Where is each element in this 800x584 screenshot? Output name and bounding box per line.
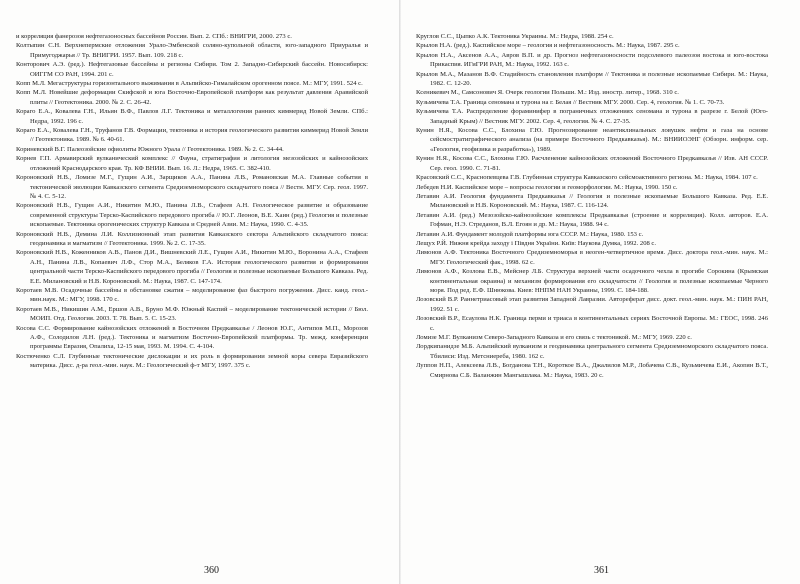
bibliography-entry: Косова С.С. Формирование кайнозойских отложений в Восточном Предкавказье / Леонов Ю.Г., Антипов М.П., Морозов А.Ф., Солодилов Л.Н. (ред.). Тектоника и магматизм Восточно-Европейской платформы. Тр. межд. конференции программы Евразия, Опалиха, 12-15 мая, 1993. М. 1994. С. 4-104.	[16, 324, 368, 351]
bibliography-entry: Копп М.Л. Новейшие деформации Скифской и юга Восточно-Европейской платформ как результат давления Аравийской плиты // Геотектоника. 2000. № 2. С. 26-42.	[16, 89, 368, 106]
bibliography-entry: Коротаев М.В., Никишин А.М., Ершов А.В., Бруно М.Ф. Южный Каспий – моделирование тектонической истории // Бюл. МОИП. Отд. Геология. 2003. Т. 78. Вып. 5. С. 15-23.	[16, 305, 368, 323]
bibliography-entry: Короновский Н.В., Коженников А.В., Панов Д.И., Вишневский Л.Е., Гущин А.И., Никитин М.Ю., Воронина А.А., Стафеев А.Н., Панина Л.В., Копаевич Л.Ф., Стор М.А., Беляков Г.А. История геологического развития и формирования центральной части Терско-Каспийского передового прогиба // Геология и полезные ископаемые Большого Кавказа. Ред. Е.Е. Милановский и Н.В. Короновский. М.: Наука, 1987. С. 147-174.	[16, 249, 368, 285]
bibliography-entry: Кориневский В.Г. Палеозойские офиолиты Южного Урала // Геотектоника. 1989. № 2. С. 34-44.	[16, 145, 284, 153]
bibliography-entry: Крылов Н.А., Аксенов А.А., Авров В.П. и др. Прогноз нефтегазоносности подсолевого палеозоя востока и юго-востока Прикаспия. ИГиГРИ РАН, М.: Наука, 1992. 163 с.	[416, 51, 768, 69]
bibliography-entry: Короновский Н.В., Демина Л.И. Коллизионный этап развития Кавказского сектора Альпийского складчатого пояса: геодинамика и магматизм // Геотектоника. 1999. № 2. С. 17-35.	[16, 230, 368, 247]
bibliography-entry: Лебедев Н.И. Каспийское море – вопросы геологии и геоморфологии. М.: Наука, 1990. 150 с.	[416, 183, 678, 191]
bibliography-entry: Копп М.Л. Мегаструктуры горизонтального выжимания в Альпийско-Гималайском орогенном поясе. М.: МГУ, 1991. 524 с.	[16, 80, 363, 88]
right-page	[416, 32, 768, 552]
bibliography-entry: Конторович А.Э. (ред.). Нефтегазовые бассейны и регионы Сибири. Том 2. Западно-Сибирский бассейн. Новосибирск: ОИГГМ СО РАН, 1994. 201 с.	[16, 61, 368, 78]
bibliography-entry: Красовский С.С., Краснопевцева Г.В. Глубинная структура Кавказского сейсмоактивного региона. М.: Наука, 1984. 107 с.	[416, 174, 758, 182]
bibliography-entry: Короновский Н.В., Гущин А.И., Никитин М.Ю., Панина Л.В., Стафеев А.Н. Геологическое развитие и образование современной структуры Терско-Каспийского передового прогиба // Ю.Г. Леонов, В.Е. Хаин (ред.) Геология и полезные ископаемые. Тектоника орогенических структур Кавказа и Средней Азии. М.: Наука, 1990. С. 4-35.	[16, 202, 368, 229]
bibliography-entry: Летавин А.И. Геология фундамента Предкавказья // Геология и полезные ископаемые Большого Кавказа. Ред. Е.Е. Милановский и Н.В. Короновский. М.: Наука, 1987. С. 116-124.	[416, 192, 768, 210]
right-page-number: 361	[594, 565, 609, 576]
bibliography-entry: Круглов С.С., Цыпко А.К. Тектоника Украины. М.: Недра, 1988. 254 с.	[416, 33, 614, 40]
bibliography-entry: Кунин Н.Я., Косова С.С., Блохина Г.Ю. Расчленение кайнозойских отложений Восточного Предкавказья // Изв. АН СССР. Сер. геол. 1990. С. 71-81.	[416, 155, 768, 172]
bibliography-entry: Кузьмичева Т.А. Распределение фораминифер в пограничных отложениях сеномана и турона в разрезе г. Белой (Юго-Западный Крым) // Вестник МГУ. 2002. Сер. 4, геология. № 4. С. 27-35.	[416, 108, 768, 125]
bibliography-entry: и корреляция фанерозоя нефтегазоносных бассейнов России. Вып. 2. СПб.: ВНИГРИ, 2000. 273 с.	[16, 33, 292, 40]
bibliography-entry: Кунин Н.Я., Косова С.С., Блохина Г.Ю. Прогнозирование неантиклинальных ловушек нефти и газа на основе сейсмостратиграфического анализа (на примере Восточного Предкавказья). М.: ВНИИОЭНГ (Обзорн. информ. сер. «Геология, геофизика и разработка»), 1989.	[416, 127, 768, 153]
bibliography-entry: Колтыпин С.Н. Верхнепермские отложения Урало-Эмбенской соляно-купольной области, юго-западного Приуралья и Примугоджарья // Тр. ВНИГРИ. 1957. Вып. 109. 218 с.	[16, 42, 368, 59]
bibliography-entry: Лимонов А.Ф. Тектоника Восточного Средиземноморья в неоген-четвертичное время. Дисс. доктора геол.-мин. наук. М.: МГУ. Геологический фак., 1998. 62 с.	[416, 249, 768, 266]
left-page-number: 360	[204, 565, 219, 576]
bibliography-entry: Кораго Е.А., Ковалева Г.Н., Труфанов Г.В. Формации, тектоника и история геологического развития киммерид Новой Земли // Геотектоника. 1989. № 6. 40-61.	[16, 127, 368, 144]
bibliography-entry: Лимонов А.Ф., Козлова Е.В., Мейснер Л.Б. Структура верхней части осадочного чехла в прогибе Сорокина (Крымская континентальная окраина) и механизм формирования его складчатости // Геология и полезные ископаемые Черного моря. Под ред. Е.Ф. Шнюкова. Киев: ННПМ НАН Украины, 1999. С. 184-188.	[416, 268, 768, 294]
bibliography-entry: Коротаев М.В. Осадочные бассейны в обстановке сжатия – моделирование фаз быстрого погружения. Дисс. канд. геол.-мин.наук. М.: МГУ, 1998. 170 с.	[16, 286, 368, 304]
bibliography-entry: Корнев Г.П. Армавирский вулканический комплекс // Фауна, стратиграфия и литология мезозойских и кайнозойских отложений Краснодарского края. Тр. КФ ВНИИ. Вып. 16. Л.: Недра, 1965. С. 382-410.	[16, 155, 368, 172]
bibliography-entry: Лозовский В.Р., Есаулова Н.К. Граница перми и триаса в континентальных сериях Восточной Европы. М.: ГЕОС, 1998. 246 с.	[416, 315, 768, 332]
bibliography-entry: Летавин А.И. (ред.) Мезозойско-кайнозойские комплексы Предкавказья (строение и корреляция). Колл. авторов. Е.А. Гофман, Н.Э. Стреданов, В.Л. Егоян и др. М.: Наука, 1988. 94 с.	[416, 211, 768, 229]
bibliography-entry: Крылов М.А., Мазанов В.Ф. Стадийность становления платформ // Тектоника и полезные ископаемые Сибири. М.: Наука, 1982. С. 12-20.	[416, 70, 768, 88]
bibliography-entry: Ксеникевич М., Самсонович Я. Очерк геологии Польши. М.: Изд. иностр. литер., 1968. 310 с.	[416, 89, 679, 97]
book-gutter	[399, 0, 401, 584]
bibliography-entry: Ломизе М.Г. Вулканизм Северо-Западного Кавказа и его связь с тектоникой. М.: МГУ, 1969. 220 с.	[416, 334, 692, 341]
left-page	[16, 32, 368, 552]
bibliography-entry: Крылов Н.А. (ред.). Каспийское море – геология и нефтегазоносность. М.: Наука, 1987. 295 с.	[416, 42, 680, 50]
bibliography-entry: Кораго Е.А., Ковалева Г.Н., Ильин В.Ф., Павлов Л.Г. Тектоника и металлогения ранних киммерид Новой Земли. СПб.: Недра, 1992. 196 с.	[16, 108, 368, 125]
bibliography-entry: Луппов Н.П., Алексеева Л.В., Богданова Т.Н., Короткое В.А., Джалилов М.Р., Лобачева С.В., Кузьмичева Е.И., Акопян В.Т., Смирнова С.Б. Валанжин Мангышлака. М.: Наука, 1983. 20 с.	[416, 362, 768, 379]
bibliography-entry: Короновский Н.В., Ломизе М.Г., Гущин А.И., Зарщиков А.А., Панина Л.В., Романовская М.А. Главные события в тектонической эволюции Кавказского сегмента Средиземноморского складчатого пояса // Вестн. МГУ. Сер. геол. 1997. № 4. С. 5-12.	[16, 174, 368, 200]
bibliography-entry: Лозовский В.Р. Раннетриасовый этап развития Западной Лавразии. Автореферат дисс. докт. геол.-мин. наук. М.: ПИН РАН, 1992. 51 с.	[416, 296, 768, 313]
bibliography-entry: Костюченко С.Л. Глубинные тектонические дислокации и их роль в формировании земной коры севера Евразийского материка. Дисс. д-ра геол.-мин. наук. М.: Геологический ф-т МГУ, 1997. 375 с.	[16, 352, 368, 370]
bibliography-entry: Лещух Р.Й. Нижня крейда заходу і Півдня України. Київ: Наукова Думка, 1992. 208 с.	[416, 239, 657, 247]
bibliography-entry: Лордкипанидзе М.Б. Альпийский вулканизм и геодинамика центрального сегмента Средиземноморского складчатого пояса. Тбилиси: Изд. Метсниереба, 1980. 162 с.	[416, 343, 768, 360]
bibliography-entry: Летавин А.И. Фундамент молодой платформы юга СССР. М.: Наука, 1980. 153 с.	[416, 230, 644, 238]
bibliography-entry: Кузьмичева Т.А. Граница сеномана и турона на г. Белая // Вестник МГУ. 2000. Сер. 4, геология. № 1. С. 70-73.	[416, 98, 725, 106]
